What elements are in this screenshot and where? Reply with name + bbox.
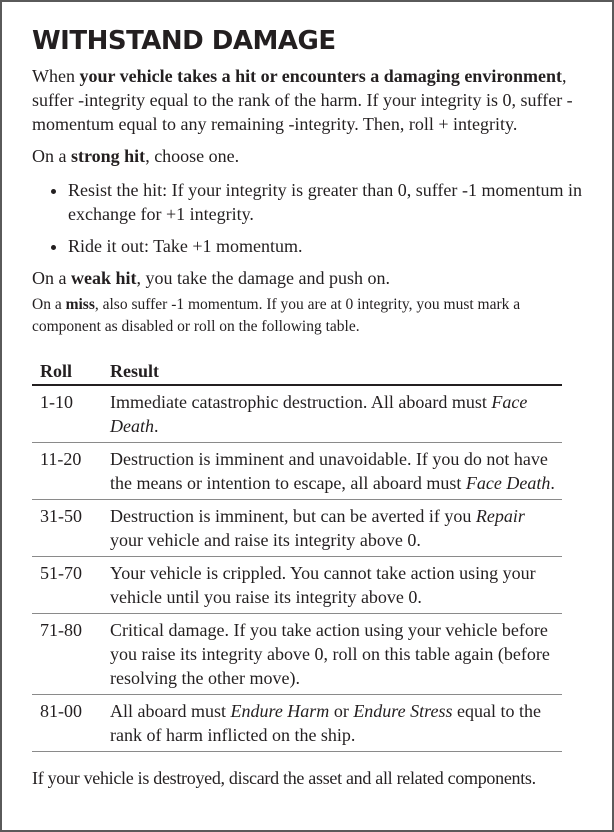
result-cell	[110, 500, 562, 557]
strong-hit-paragraph	[32, 144, 582, 168]
miss-paragraph	[32, 294, 582, 338]
result-text: or	[329, 701, 354, 721]
result-text: Immediate catastrophic destruction. All aboard must	[110, 392, 492, 412]
miss-text: On a	[32, 296, 66, 313]
result-cell	[110, 385, 562, 443]
roll-cell: 11-20	[32, 443, 110, 500]
result-cell	[110, 557, 562, 614]
result-text: .	[154, 416, 159, 436]
move-reference: Repair	[475, 506, 525, 526]
option-item: • Ride it out: Take +1 momentum.	[68, 234, 582, 258]
miss-label: miss	[65, 296, 95, 313]
result-text: equal to the rank of harm inflicted on the ship.	[110, 701, 541, 745]
footer-note: If your vehicle is destroyed, discard the asset and all related components.	[32, 768, 536, 788]
move-reference: Face Death	[465, 473, 551, 493]
table-row	[32, 500, 562, 557]
result-text: Destruction is imminent, but can be averted if you	[110, 506, 476, 526]
strong-label: strong hit	[71, 146, 146, 166]
intro-trigger: your vehicle takes a hit or encounters a damaging environment	[79, 66, 562, 86]
strong-hit-options	[32, 178, 582, 258]
miss-text: , also suffer -1 momentum. If you are at 0 integrity, you must mark a component as disabled or roll on the following table.	[32, 296, 521, 335]
table-row	[32, 695, 562, 752]
roll-header: Roll	[32, 360, 110, 385]
result-header: Result	[110, 360, 562, 385]
weak-hit-paragraph	[32, 266, 582, 290]
move-reference: Face Death	[110, 392, 528, 436]
roll-cell: 1-10	[32, 385, 110, 443]
result-text: your vehicle and raise its integrity above 0.	[110, 530, 421, 550]
intro-text: , suffer -integrity equal to the rank of the harm. If your integrity is 0, suffer -momentum equal to any remaining -integrity. Then, roll + integrity.	[32, 66, 573, 134]
result-text: .	[550, 473, 555, 493]
move-title: WITHSTAND DAMAGE	[32, 26, 336, 56]
weak-label: weak hit	[71, 268, 137, 288]
roll-table	[32, 360, 562, 752]
roll-cell: 51-70	[32, 557, 110, 614]
table-row	[32, 443, 562, 500]
table-header-row	[32, 360, 562, 385]
weak-text: , you take the damage and push on.	[136, 268, 390, 288]
move-reference: Endure Stress	[353, 701, 453, 721]
table-row	[32, 385, 562, 443]
result-text: Your vehicle is crippled. You cannot take action using your vehicle until you raise its integrity above 0.	[110, 563, 536, 607]
weak-text: On a	[32, 268, 71, 288]
strong-text: , choose one.	[145, 146, 240, 166]
roll-cell: 71-80	[32, 614, 110, 695]
result-cell	[110, 614, 562, 695]
roll-cell: 31-50	[32, 500, 110, 557]
intro-paragraph	[32, 64, 582, 136]
intro-text: When	[32, 66, 80, 86]
result-cell	[110, 443, 562, 500]
roll-cell: 81-00	[32, 695, 110, 752]
table-row	[32, 614, 562, 695]
strong-text: On a	[32, 146, 71, 166]
result-text: Critical damage. If you take action using your vehicle before you raise its integrity above 0, roll on this table again (before resolving the other move).	[110, 620, 550, 688]
option-item: • Resist the hit: If your integrity is greater than 0, suffer -1 momentum in exchange for +1 integrity.	[68, 178, 582, 226]
result-text: Destruction is imminent and unavoidable. If you do not have the means or intention to escape, all aboard must	[110, 449, 548, 493]
move-reference: Endure Harm	[230, 701, 330, 721]
result-cell	[110, 695, 562, 752]
result-text: All aboard must	[110, 701, 231, 721]
table-row	[32, 557, 562, 614]
